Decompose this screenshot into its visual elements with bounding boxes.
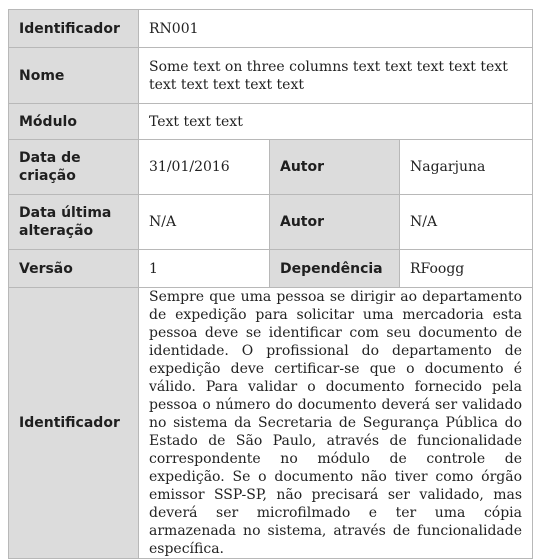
versao-label: Versão [9,250,139,288]
identificador-label: Identificador [9,10,139,48]
nome-value: Some text on three columns text text text text text text text text text text [139,48,533,104]
autor-alteracao-value: N/A [400,195,533,250]
data-criacao-value: 31/01/2016 [139,140,270,195]
versao-value: 1 [139,250,270,288]
modulo-value: Text text text [139,104,533,140]
descricao-label: Identificador [9,288,139,559]
requirement-table [8,9,533,559]
row-descricao [9,288,533,559]
row-nome [9,48,533,104]
row-data-criacao [9,140,533,195]
data-ultima-alteracao-value: N/A [139,195,270,250]
modulo-label: Módulo [9,104,139,140]
autor-label: Autor [270,140,400,195]
row-modulo [9,104,533,140]
row-data-ultima-alteracao [9,195,533,250]
autor-alteracao-label: Autor [270,195,400,250]
autor-value: Nagarjuna [400,140,533,195]
nome-label: Nome [9,48,139,104]
descricao-value: Sempre que uma pessoa se dirigir ao departamento de expedição para solicitar uma mercadoria esta pessoa deve se identificar com seu documento de identidade. O profissional do departamento de expedição deve certificar-se que o documento é válido. Para validar o documento fornecido pela pessoa o número do documento deverá ser validado no sistema da Secretaria de Segurança Pública do Estado de São Paulo, através de funcionalidade correspondente no módulo de controle de expedição. Se o documento não tiver como órgão emissor SSP-SP, não precisará ser validado, mas deverá ser microfilmado e ter uma cópia armazenada no sistema, através de funcionalidade específica. [139,288,533,559]
identificador-value: RN001 [139,10,533,48]
dependencia-value: RFoogg [400,250,533,288]
dependencia-label: Dependência [270,250,400,288]
data-criacao-label: Data de criação [9,140,139,195]
row-identificador [9,10,533,48]
row-versao [9,250,533,288]
data-ultima-alteracao-label: Data última alteração [9,195,139,250]
